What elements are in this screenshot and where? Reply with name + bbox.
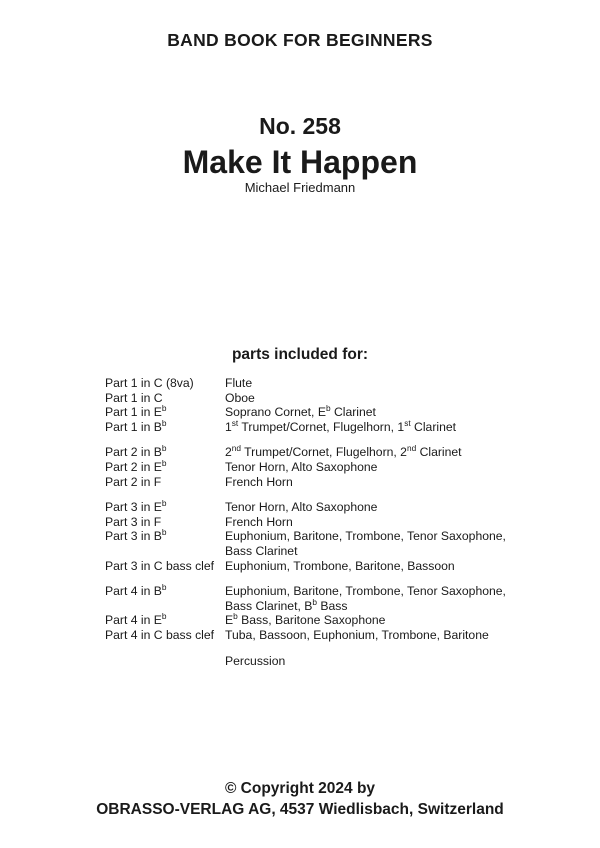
part-label: Part 1 in $B^b$ (105, 417, 167, 434)
copyright-line-1: © Copyright 2024 by (224, 780, 376, 797)
part-instruments: Soprano Cornet, $E^b$ Clarinet (225, 403, 376, 420)
part-instruments: French Horn (225, 474, 293, 489)
part-label: Part 2 in F (105, 474, 162, 489)
part-row (105, 391, 525, 406)
part-label: Part 1 in C (105, 390, 163, 405)
part-row (105, 376, 525, 391)
part-instruments: Euphonium, Trombone, Baritone, Bassoon (225, 558, 455, 573)
part-instruments: French Horn (225, 514, 293, 529)
part-row (105, 529, 525, 558)
part-instruments: Tuba, Bassoon, Euphonium, Trombone, Baritone (225, 627, 489, 642)
part-label: Part 1 in $E^b$ (105, 403, 167, 420)
part-row (105, 405, 525, 420)
part-label: Part 1 in C (8va) (105, 376, 194, 390)
catalog-number: No. 258 (259, 113, 341, 139)
part-instruments: 2nd Trumpet/Cornet, Flugelhorn, 2nd Clarinet (225, 443, 462, 460)
parts-included-heading: parts included for: (231, 346, 369, 363)
work-title: Make It Happen (182, 144, 418, 180)
part-row (105, 559, 525, 574)
part-row (105, 417, 525, 435)
part-label: Part 3 in C bass clef (105, 558, 215, 573)
part-instruments: Percussion (225, 653, 286, 668)
part-row (105, 445, 525, 460)
part-label: Part 3 in F (105, 514, 162, 529)
part-instruments: Flute (225, 376, 253, 390)
part-label: Part 4 in C bass clef (105, 627, 215, 642)
part-row (105, 457, 525, 475)
part-label: Part 2 in $B^b$ (105, 443, 167, 460)
part-row (105, 613, 525, 628)
copyright-block (0, 778, 600, 820)
part-row (105, 475, 525, 490)
part-instruments: 1st Trumpet/Cornet, Flugelhorn, 1st Clarinet (225, 417, 457, 434)
part-instruments: Euphonium, Baritone, Trombone, Tenor Saxophone, Bass Clarinet (225, 529, 506, 558)
parts-list (105, 376, 525, 668)
part-label: Part 4 in $B^b$ (105, 582, 167, 599)
part-instruments: Tenor Horn, Alto Saxophone (225, 459, 378, 474)
part-label: Part 3 in $E^b$ (105, 498, 167, 515)
part-instruments: $E^b$ Bass, Baritone Saxophone (225, 611, 386, 628)
copyright-line-2: OBRASSO-VERLAG AG, 4537 Wiedlisbach, Switzerland (96, 801, 504, 818)
part-row (105, 628, 525, 643)
composer-name: Michael Friedmann (244, 180, 356, 195)
part-row (105, 500, 525, 515)
part-row (105, 584, 525, 613)
part-label: Part 4 in $E^b$ (105, 611, 167, 628)
part-row (105, 515, 525, 530)
series-title: BAND BOOK FOR BEGINNERS (167, 30, 433, 50)
part-instruments: Euphonium, Baritone, Trombone, Tenor Saxophone, Bass Clarinet, $B^b$ Bass (225, 584, 506, 613)
part-instruments: Tenor Horn, Alto Saxophone (225, 500, 378, 515)
part-label: Part 3 in $B^b$ (105, 527, 167, 544)
part-instruments: Oboe (225, 390, 255, 405)
part-row (105, 654, 525, 669)
part-label: Part 2 in $E^b$ (105, 457, 167, 474)
